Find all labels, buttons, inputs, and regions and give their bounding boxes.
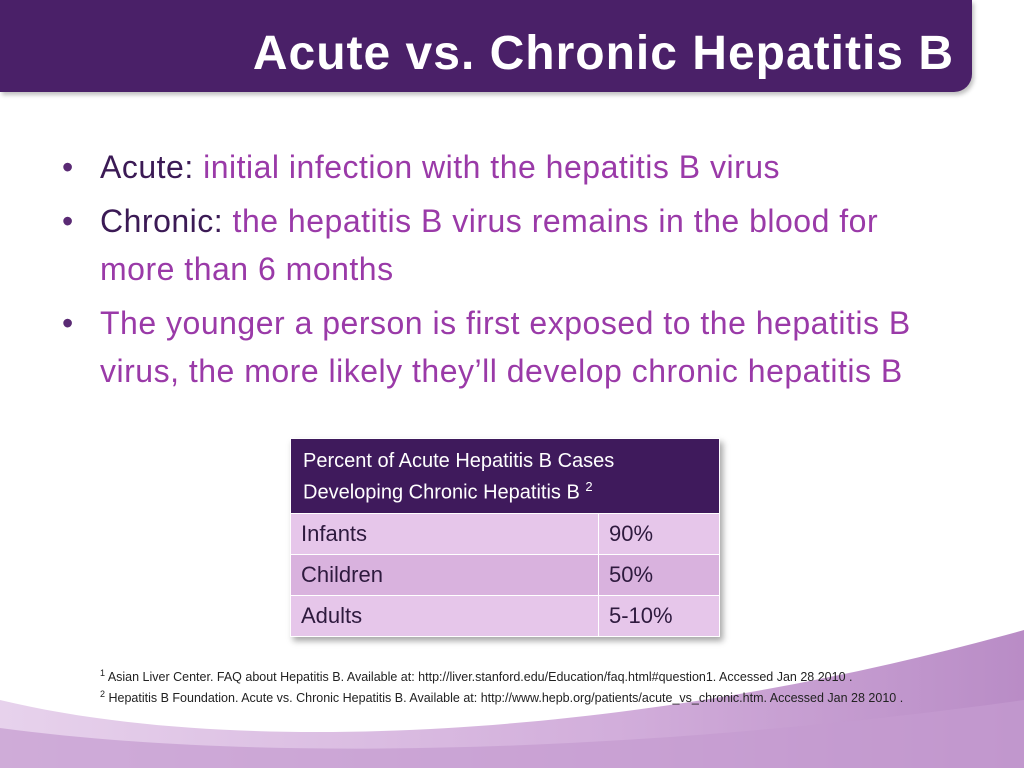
bullet-dot-icon: •: [62, 149, 74, 185]
percent-cell: 50%: [599, 554, 720, 595]
age-group-cell: Children: [291, 554, 599, 595]
bullet-list: [62, 143, 962, 401]
bullet-text: The younger a person is first exposed to the hepatitis B virus, the more likely they’ll develop chronic hepatitis B: [100, 305, 911, 389]
bullet-text: initial infection with the hepatitis B virus: [203, 149, 781, 185]
percent-cell: 5-10%: [599, 595, 720, 636]
bullet-younger: [62, 299, 962, 395]
footnote-number: 2: [100, 689, 106, 700]
footnotes: [100, 665, 970, 707]
footnote-text: Hepatitis B Foundation. Acute vs. Chronic Hepatitis B. Available at: http://www.hepb.org/patients/acute_vs_chronic.htm. Accessed Jan 28 2010 .: [108, 691, 904, 706]
table-header: [291, 439, 720, 514]
table-row: [291, 595, 720, 636]
footnote-number: 1: [100, 668, 106, 678]
age-group-cell: Adults: [291, 595, 599, 636]
percent-cell: 90%: [599, 513, 720, 554]
age-group-cell: Infants: [291, 513, 599, 554]
bullet-chronic: [62, 197, 962, 293]
footnote: [100, 665, 970, 686]
bullet-term: Chronic:: [100, 203, 224, 239]
footnote-text: Asian Liver Center. FAQ about Hepatitis B. Available at: http://liver.stanford.edu/Education/faq.html#question1. Accessed Jan 28 2010 .: [107, 670, 853, 685]
chronic-percent-table: [290, 438, 720, 637]
footnote: [100, 686, 970, 707]
bullet-dot-icon: •: [62, 305, 74, 341]
title-bar: [0, 0, 972, 92]
table-header-ref: 2: [585, 479, 593, 494]
bullet-acute: [62, 143, 962, 191]
data-table: [290, 438, 720, 637]
bullet-term: Acute:: [100, 149, 194, 185]
slide-title: Acute vs. Chronic Hepatitis B: [252, 27, 954, 80]
table-row: [291, 554, 720, 595]
table-header-text: Percent of Acute Hepatitis B Cases Developing Chronic Hepatitis B: [303, 450, 615, 504]
table-header-row: [291, 439, 720, 514]
table-row: [291, 513, 720, 554]
bullet-dot-icon: •: [62, 203, 74, 239]
bullet-text: the hepatitis B virus remains in the blood for more than 6 months: [100, 203, 879, 287]
